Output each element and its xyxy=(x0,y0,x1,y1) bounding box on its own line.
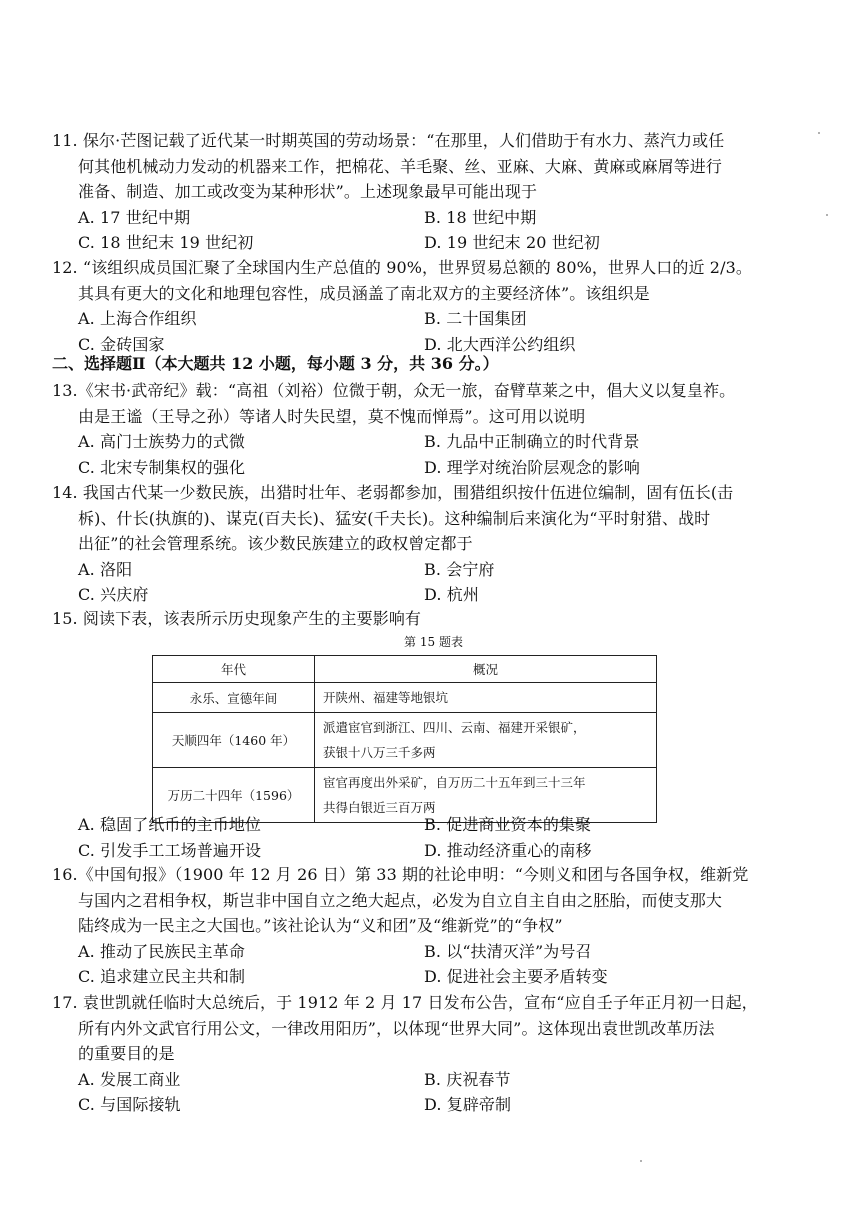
question-13-stem-line-1: 13.《宋书·武帝纪》载：“高祖（刘裕）位微于朝，众无一旅，奋臂草莱之中，倡大义以复皇祚。 xyxy=(52,381,736,400)
question-11-option-c[interactable]: C. 18 世纪末 19 世纪初 xyxy=(78,233,254,252)
question-17-options-row-1 xyxy=(52,1067,812,1093)
question-15-option-d[interactable]: D. 推动经济重心的南移 xyxy=(424,840,592,860)
question-13-option-a[interactable]: A. 高门士族势力的式微 xyxy=(78,432,245,451)
question-14-options-row-1 xyxy=(52,557,812,583)
table-cell-era: 永乐、宣德年间 xyxy=(153,683,315,713)
question-17-option-c[interactable]: C. 与国际接轨 xyxy=(78,1095,181,1114)
question-11 xyxy=(52,128,812,256)
question-12-option-a[interactable]: A. 上海合作组织 xyxy=(78,309,197,328)
scan-speck xyxy=(818,132,820,134)
question-16-options-row-2 xyxy=(52,964,812,990)
question-15-table xyxy=(152,655,657,823)
question-13-option-c[interactable]: C. 北宋专制集权的强化 xyxy=(78,457,246,477)
question-17-stem-line-1: 17. 袁世凯就任临时大总统后，于 1912 年 2 月 17 日发布公告，宣布“应自壬子年正月初一日起， xyxy=(52,993,758,1012)
question-13 xyxy=(52,378,812,480)
table-cell-text-line-2: 共得白银近三百万两 xyxy=(323,800,436,815)
question-15-option-c[interactable]: C. 引发手工工场普遍开设 xyxy=(78,840,262,860)
question-14-option-c[interactable]: C. 兴庆府 xyxy=(78,585,149,604)
question-17-option-b[interactable]: B. 庆祝春节 xyxy=(424,1069,511,1089)
table-cell-text: 开陕州、福建等地银坑 xyxy=(323,690,449,705)
question-11-option-a[interactable]: A. 17 世纪中期 xyxy=(78,207,191,227)
table-cell-text-line-2: 获银十八万三千多两 xyxy=(323,745,436,760)
question-11-stem-line-1: 11. 保尔·芒图记载了近代某一时期英国的劳动场景：“在那里，人们借助于有水力、蒸汽力或任 xyxy=(52,131,725,150)
table-cell-overview xyxy=(315,683,657,713)
question-11-options-row-1 xyxy=(52,205,812,231)
question-17-stem-line-2: 所有内外文武官行用公文，一律改用阳历”，以体现“世界大同”。这体现出袁世凯改革历法 xyxy=(78,1018,715,1038)
question-13-stem-line-2: 由是王谧（王导之孙）等诸人时失民望，莫不愧而惮焉”。这可用以说明 xyxy=(78,406,586,426)
table-row xyxy=(153,683,657,713)
question-16-options-row-1 xyxy=(52,939,812,965)
question-16-option-b[interactable]: B. 以“扶清灭洋”为号召 xyxy=(424,941,592,961)
question-14-option-a[interactable]: A. 洛阳 xyxy=(78,559,133,579)
question-13-option-d[interactable]: D. 理学对统治阶层观念的影响 xyxy=(424,457,640,477)
question-15 xyxy=(52,606,812,632)
question-12-stem-line-1: 12. “该组织成员国汇聚了全球国内生产总值的 90%，世界贸易总额的 80%，世界人口的近 2/3。 xyxy=(52,258,752,277)
question-13-options-row-2 xyxy=(52,455,812,481)
question-16-option-d[interactable]: D. 促进社会主要矛盾转变 xyxy=(424,967,608,986)
table-header-overview: 概况 xyxy=(315,656,657,683)
question-14-stem-line-1: 14. 我国古代某一少数民族，出猎时壮年、老弱都参加，围猎组织按什伍进位编制，固有伍长(击 xyxy=(52,483,734,502)
table-cell-text-line-1: 宦官再度出外采矿，自万历二十五年到三十三年 xyxy=(323,775,586,790)
question-15-stem-line-1: 15. 阅读下表，该表所示历史现象产生的主要影响有 xyxy=(52,609,422,628)
table-cell-era: 万历二十四年（1596） xyxy=(153,768,315,823)
question-11-option-b[interactable]: B. 18 世纪中期 xyxy=(424,207,537,227)
question-14-stem-line-2: 柝)、什长(执旗的)、谋克(百夫长)、猛安(千夫长)。这种编制后来演化为“平时射猎、战时 xyxy=(78,508,711,528)
question-17-options-row-2 xyxy=(52,1092,812,1118)
table-header-era: 年代 xyxy=(153,656,315,683)
question-12-stem-line-2: 其具有更大的文化和地理包容性，成员涵盖了南北双方的主要经济体”。该组织是 xyxy=(78,283,650,303)
question-15-options-row-1 xyxy=(52,812,812,838)
question-12-option-c[interactable]: C. 金砖国家 xyxy=(78,334,165,354)
question-14-option-d[interactable]: D. 杭州 xyxy=(424,585,479,604)
question-11-option-d[interactable]: D. 19 世纪末 20 世纪初 xyxy=(424,233,601,252)
section-heading: 二、选择题Ⅱ（本大题共 12 小题，每小题 3 分，共 36 分。） xyxy=(52,354,499,373)
question-17-stem-line-3: 的重要目的是 xyxy=(78,1044,175,1063)
question-15-option-b[interactable]: B. 促进商业资本的集聚 xyxy=(424,815,592,834)
question-12-option-d[interactable]: D. 北大西洋公约组织 xyxy=(424,334,576,354)
question-17-option-a[interactable]: A. 发展工商业 xyxy=(78,1069,181,1089)
question-16-stem-line-3: 陆终成为一民主之大国也。”该社论认为“义和团”及“维新党”的“争权” xyxy=(78,916,563,935)
table-cell-overview xyxy=(315,713,657,768)
question-16-option-a[interactable]: A. 推动了民族民主革命 xyxy=(78,941,245,961)
question-13-option-b[interactable]: B. 九品中正制确立的时代背景 xyxy=(424,432,640,451)
question-11-stem-line-2: 何其他机械动力发动的机器来工作，把棉花、羊毛聚、丝、亚麻、大麻、黄麻或麻屑等进行 xyxy=(78,156,723,176)
table-cell-text-line-1: 派遣宦官到浙江、四川、云南、福建开采银矿， xyxy=(323,720,586,735)
question-16-option-c[interactable]: C. 追求建立民主共和制 xyxy=(78,967,246,986)
question-15-options xyxy=(52,812,812,863)
question-14-options-row-2 xyxy=(52,582,812,608)
question-13-options-row-1 xyxy=(52,429,812,455)
question-11-stem-line-3: 准备、制造、加工或改变为某种形状”。上述现象最早可能出现于 xyxy=(78,182,538,201)
question-14-option-b[interactable]: B. 会宁府 xyxy=(424,559,495,579)
question-16-stem-line-1: 16.《中国旬报》（1900 年 12 月 26 日）第 33 期的社论申明：“今则义和团与各国争权，维新党 xyxy=(52,865,749,884)
table-cell-era: 天顺四年（1460 年） xyxy=(153,713,315,768)
question-15-options-row-2 xyxy=(52,838,812,864)
question-16-stem-line-2: 与国内之君相争权，斯岂非中国自立之绝大起点，必发为自立自主自由之胚胎，而使支那大 xyxy=(78,890,723,910)
question-14 xyxy=(52,480,812,608)
question-17 xyxy=(52,990,812,1118)
question-12-options-row-1 xyxy=(52,306,812,332)
table-header-row xyxy=(153,656,657,683)
question-17-option-d[interactable]: D. 复辟帝制 xyxy=(424,1095,512,1114)
question-16 xyxy=(52,862,812,990)
question-14-stem-line-3: 出征”的社会管理系统。该少数民族建立的政权曾定都于 xyxy=(78,534,473,553)
scan-speck xyxy=(826,214,828,216)
table-row xyxy=(153,713,657,768)
question-12 xyxy=(52,255,812,357)
scan-speck xyxy=(640,1160,642,1162)
question-11-options-row-2 xyxy=(52,230,812,256)
question-12-option-b[interactable]: B. 二十国集团 xyxy=(424,309,527,328)
question-15-option-a[interactable]: A. 稳固了纸币的主币地位 xyxy=(78,815,262,834)
table-caption: 第 15 题表 xyxy=(404,635,463,649)
